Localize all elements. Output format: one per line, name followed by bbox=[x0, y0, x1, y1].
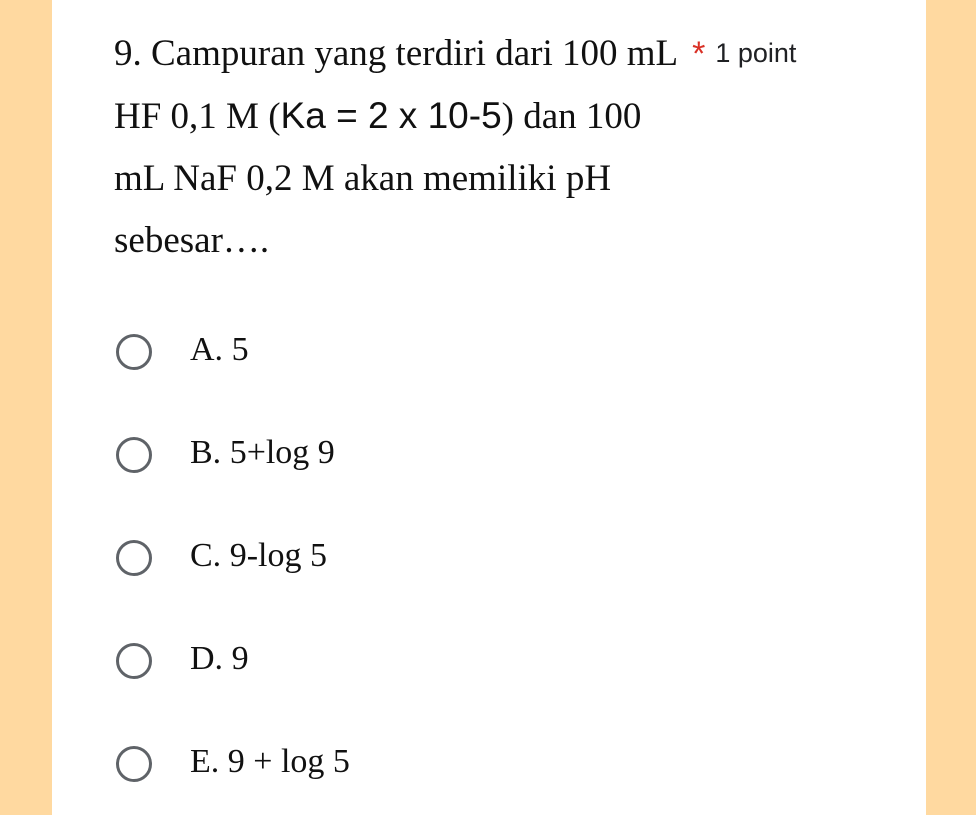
question-card bbox=[52, 0, 926, 815]
option-e-letter: E. bbox=[190, 743, 228, 780]
radio-button-d[interactable] bbox=[116, 643, 152, 679]
option-d-label bbox=[190, 631, 249, 687]
option-e-label bbox=[190, 734, 350, 790]
points-label: 1 point bbox=[715, 38, 797, 68]
option-e-text: 9 + log 5 bbox=[227, 743, 350, 780]
option-b-letter: B. bbox=[190, 434, 230, 471]
radio-button-c[interactable] bbox=[116, 540, 152, 576]
option-c-label bbox=[190, 528, 327, 584]
option-a-text: 5 bbox=[231, 331, 249, 368]
option-b-label bbox=[190, 425, 335, 481]
question-line-2 bbox=[114, 85, 904, 148]
radio-button-b[interactable] bbox=[116, 437, 152, 473]
option-d[interactable] bbox=[114, 631, 874, 734]
question-line-2b: Ka = 2 x 10-5 bbox=[280, 95, 502, 136]
question-line-2a: HF 0,1 M ( bbox=[114, 96, 281, 137]
option-a-letter: A. bbox=[190, 331, 232, 368]
option-d-text: 9 bbox=[231, 640, 249, 677]
option-d-letter: D. bbox=[190, 640, 232, 677]
option-a-label bbox=[190, 322, 249, 378]
question-line-2c: ) dan 100 bbox=[501, 96, 642, 137]
option-c-text: 9-log 5 bbox=[229, 537, 327, 574]
question-title: 9. Campuran yang terdiri dari 100 mL bbox=[114, 33, 679, 74]
radio-button-e[interactable] bbox=[116, 746, 152, 782]
option-b[interactable] bbox=[114, 425, 874, 528]
question-line-3: mL NaF 0,2 M akan memiliki pH bbox=[114, 158, 612, 199]
option-c[interactable] bbox=[114, 528, 874, 631]
question-text bbox=[114, 22, 904, 272]
question-line-1 bbox=[114, 22, 904, 85]
required-asterisk: * bbox=[692, 35, 706, 73]
answer-options bbox=[114, 322, 874, 815]
radio-button-a[interactable] bbox=[116, 334, 152, 370]
option-a[interactable] bbox=[114, 322, 874, 425]
background-margin bbox=[0, 0, 52, 815]
option-e[interactable] bbox=[114, 734, 874, 815]
question-line-4: sebesar…. bbox=[114, 220, 270, 261]
option-b-text: 5+log 9 bbox=[229, 434, 335, 471]
option-c-letter: C. bbox=[190, 537, 230, 574]
